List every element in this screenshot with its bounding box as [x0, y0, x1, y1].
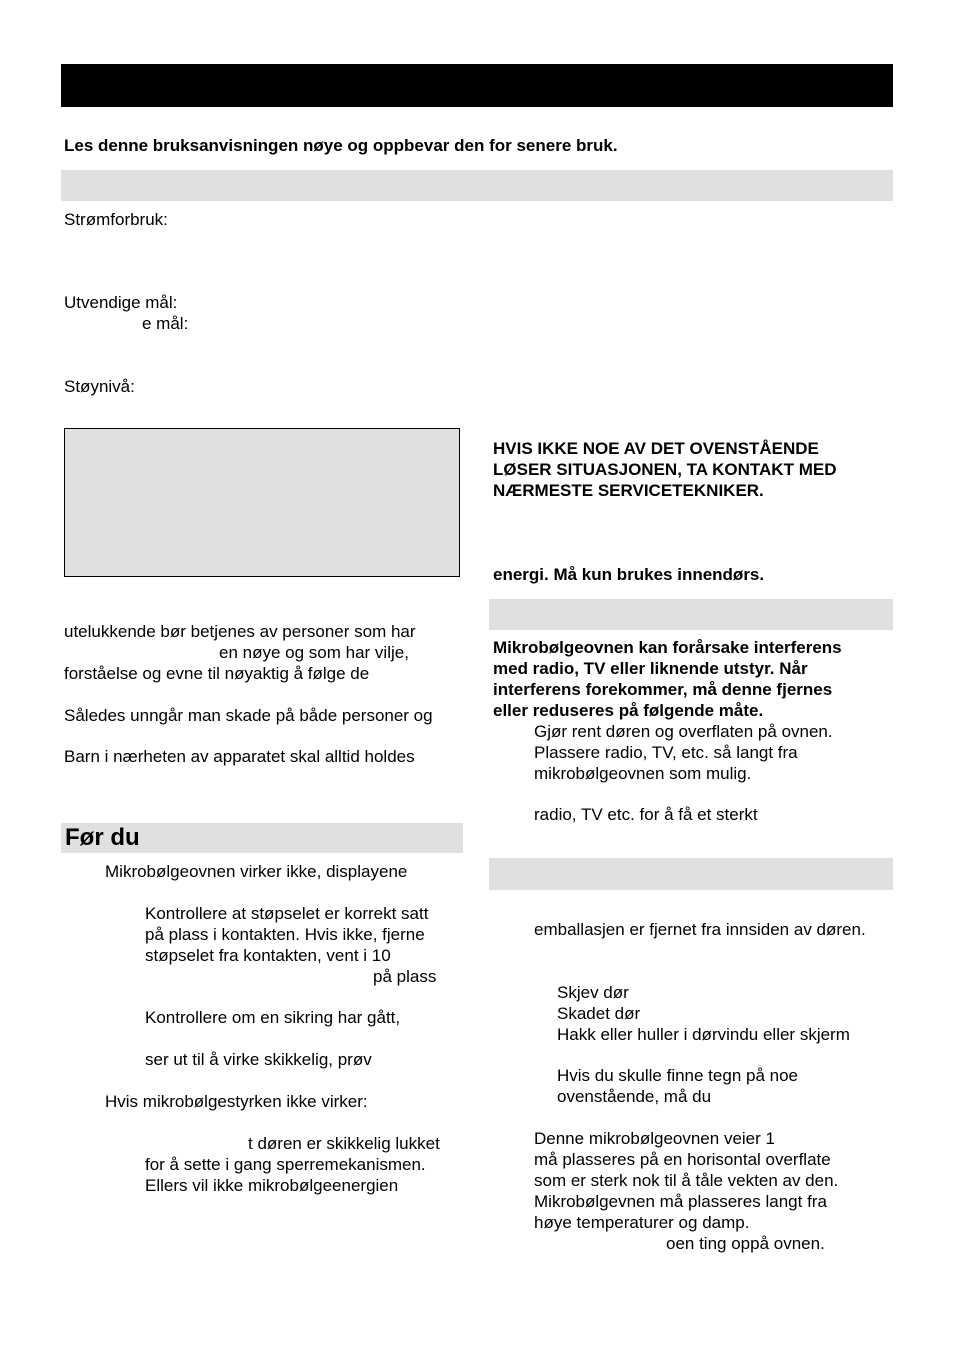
damage-item-1: Skjev dør	[557, 983, 629, 1002]
weight-line3: som er sterk nok til å tåle vekten av den.	[534, 1171, 839, 1190]
left-p1-line3: forståelse og evne til nøyaktig å følge de	[64, 664, 370, 683]
weight-line2: må plasseres på en horisontal overflate	[534, 1150, 831, 1169]
damage-note-line2: ovenstående, må du	[557, 1087, 712, 1106]
spec-outer-label: Utvendige mål:	[64, 293, 178, 312]
weight-line5: høye temperaturer og damp.	[534, 1213, 750, 1232]
warning-line3: NÆRMESTE SERVICETEKNIKER.	[493, 481, 764, 500]
interference-line2: med radio, TV eller liknende utstyr. Når	[493, 659, 808, 678]
specs-header-bar	[61, 170, 893, 201]
interference-step2-line1: Plassere radio, TV, etc. så langt fra	[534, 743, 798, 762]
intro-text: Les denne bruksanvisningen nøye og oppbevar den for senere bruk.	[64, 136, 618, 155]
interference-step1: Gjør rent døren og overflaten på ovnen.	[534, 722, 833, 741]
interference-step3: radio, TV etc. for å få et sterkt	[534, 805, 758, 824]
trouble-2a-line2: for å sette i gang sperremekanismen.	[145, 1155, 426, 1174]
packaging-text: emballasjen er fjernet fra innsiden av døren.	[534, 920, 866, 939]
interference-step2-line2: mikrobølgeovnen som mulig.	[534, 764, 752, 783]
trouble-2a-line1: t døren er skikkelig lukket	[248, 1134, 440, 1153]
spec-inner-label: e mål:	[142, 314, 189, 333]
spec-power-label: Strømforbruk:	[64, 210, 168, 229]
troubleshoot-heading-bar	[61, 823, 463, 853]
weight-line1: Denne mikrobølgeovnen veier 1	[534, 1129, 775, 1148]
left-p3: Barn i nærheten av apparatet skal alltid holdes	[64, 747, 415, 766]
damage-item-2: Skadet dør	[557, 1004, 641, 1023]
interference-line4: eller reduseres på følgende måte.	[493, 701, 764, 720]
troubleshoot-heading: Før du	[65, 824, 140, 851]
weight-line6: oen ting oppå ovnen.	[666, 1234, 825, 1253]
installation-header-bar	[489, 858, 893, 890]
damage-note-line1: Hvis du skulle finne tegn på noe	[557, 1066, 798, 1085]
warning-line1: HVIS IKKE NOE AV DET OVENSTÅENDE	[493, 439, 819, 458]
trouble-2a-line3: Ellers vil ikke mikrobølgeenergien	[145, 1176, 399, 1195]
warning-line2: LØSER SITUASJONEN, TA KONTAKT MED	[493, 460, 837, 479]
trouble-1c: ser ut til å virke skikkelig, prøv	[145, 1050, 372, 1069]
title-bar	[61, 64, 893, 107]
trouble-1a-line1: Kontrollere at støpselet er korrekt satt	[145, 904, 429, 923]
left-p2: Således unngår man skade på både personer og	[64, 706, 433, 725]
left-p1-line2: en nøye og som har vilje,	[219, 643, 409, 662]
left-p1-line1: utelukkende bør betjenes av personer som har	[64, 622, 416, 641]
trouble-2: Hvis mikrobølgestyrken ikke virker:	[105, 1092, 368, 1111]
interference-header-bar	[489, 599, 893, 630]
weight-line4: Mikrobølgevnen må plasseres langt fra	[534, 1192, 827, 1211]
energy-text: energi. Må kun brukes innendørs.	[493, 565, 765, 584]
trouble-1: Mikrobølgeovnen virker ikke, displayene	[105, 862, 408, 881]
trouble-1b: Kontrollere om en sikring har gått,	[145, 1008, 401, 1027]
interference-line3: interferens forekommer, må denne fjernes	[493, 680, 833, 699]
spec-noise-label: Støynivå:	[64, 377, 135, 396]
notice-box	[64, 428, 460, 577]
trouble-1a-line4: på plass	[373, 967, 437, 986]
trouble-1a-line2: på plass i kontakten. Hvis ikke, fjerne	[145, 925, 425, 944]
trouble-1a-line3: støpselet fra kontakten, vent i 10	[145, 946, 391, 965]
interference-line1: Mikrobølgeovnen kan forårsake interferens	[493, 638, 842, 657]
damage-item-3: Hakk eller huller i dørvindu eller skjerm	[557, 1025, 850, 1044]
